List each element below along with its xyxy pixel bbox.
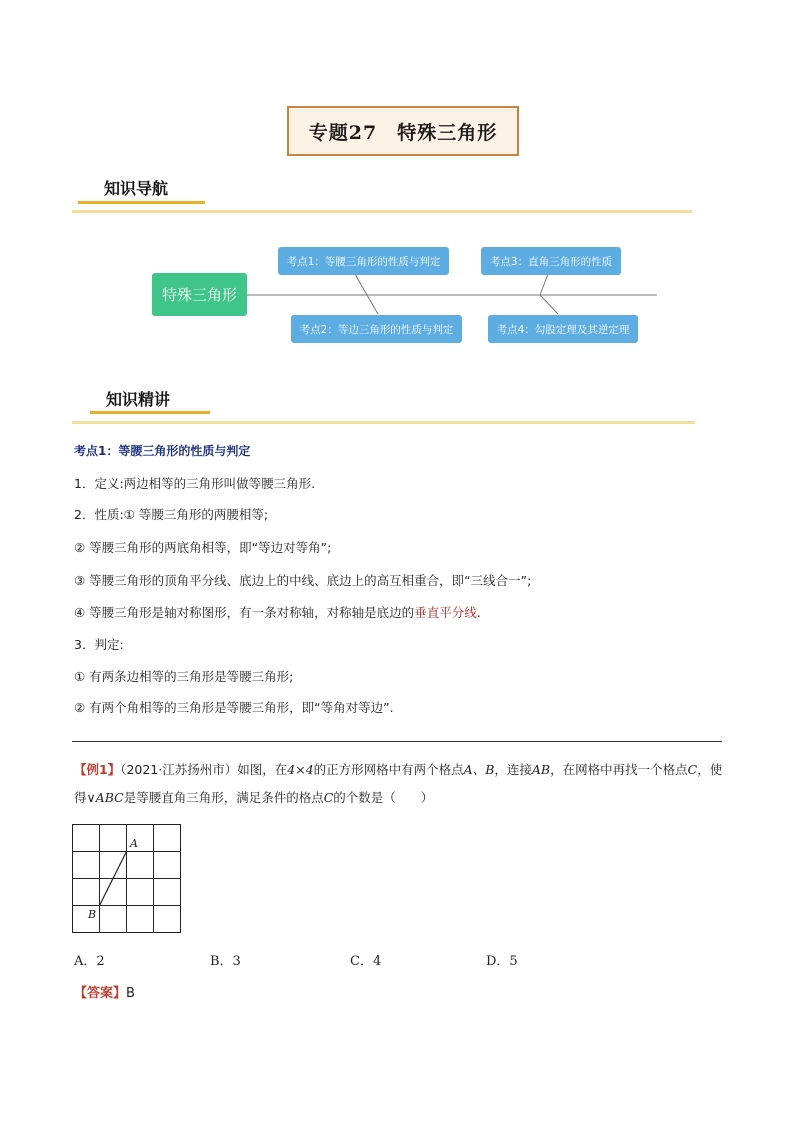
option-d[interactable]: D．5 <box>486 954 518 969</box>
section-lecture-underline <box>90 411 210 414</box>
point-b-label: B <box>88 908 97 921</box>
example1-text: 是等腰直角三角形，满足条件的格点 <box>123 790 324 805</box>
point1-definition: 1．定义:两边相等的三角形叫做等腰三角形. <box>74 476 316 491</box>
example1-point-c: C <box>323 790 334 805</box>
page-title: 专题27 特殊三角形 <box>287 106 519 156</box>
example1-text: 的个数是（ ） <box>333 790 434 805</box>
point1-judgement-head: 3．判定: <box>74 637 124 652</box>
section-lecture-divider <box>72 421 695 424</box>
mindmap-node-point3: 考点3：直角三角形的性质 <box>481 247 621 275</box>
example1-grid-size: 4×4 <box>287 762 314 777</box>
mindmap-connectors <box>0 0 794 360</box>
example1-text: ，连接 <box>494 762 532 777</box>
mindmap-node-point2: 考点2：等边三角形的性质与判定 <box>291 315 462 343</box>
mindmap-node-point4: 考点4：勾股定理及其逆定理 <box>488 315 638 343</box>
answer-value: B <box>126 986 135 1001</box>
example1-segment: AB <box>531 762 551 777</box>
example1-points: A、B <box>463 762 495 777</box>
example1-question <box>74 756 724 812</box>
example1-text: ，在网格中再找一个格点 <box>550 762 688 777</box>
example1-text: 如图，在 <box>237 762 288 777</box>
grid-figure <box>72 824 182 934</box>
property-4-highlight: 垂直平分线 <box>414 605 477 620</box>
point1-property-2: ② 等腰三角形的两底角相等，即“等边对等角”; <box>74 540 332 555</box>
property-4-end: . <box>476 605 481 620</box>
example1-tag: 【例1】 <box>74 762 121 777</box>
point1-title: 考点1：等腰三角形的性质与判定 <box>74 444 251 458</box>
example1-text: 的正方形网格中有两个格点 <box>313 762 464 777</box>
example1-source: （2021·江苏扬州市） <box>120 762 238 777</box>
mindmap-root: 特殊三角形 <box>152 273 247 316</box>
point1-property-3: ③ 等腰三角形的顶角平分线、底边上的中线、底边上的高互相重合，即“三线合一”; <box>74 573 532 588</box>
point1-judgement-1: ① 有两条边相等的三角形是等腰三角形; <box>74 669 294 684</box>
answer <box>74 982 135 1001</box>
option-c[interactable]: C．4 <box>350 954 382 969</box>
point-a-label: A <box>130 837 138 850</box>
divider-line <box>72 741 722 742</box>
section-nav-title: 知识导航 <box>104 179 169 198</box>
option-a[interactable]: A．2 <box>74 954 105 969</box>
example1-text: ，使得 <box>74 762 723 805</box>
section-lecture-title: 知识精讲 <box>106 390 171 409</box>
mindmap-node-point1: 考点1：等腰三角形的性质与判定 <box>278 247 449 275</box>
option-b[interactable]: B．3 <box>210 954 241 969</box>
property-4-text: ④ 等腰三角形是轴对称图形，有一条对称轴，对称轴是底边的 <box>74 605 415 620</box>
point1-judgement-2: ② 有两个角相等的三角形是等腰三角形，即“等角对等边”. <box>74 700 394 715</box>
point1-property-4 <box>74 603 481 621</box>
example1-point-c: C <box>687 762 698 777</box>
example1-triangle: ∨ABC <box>86 790 124 805</box>
point1-property-1: 2．性质:① 等腰三角形的两腰相等; <box>74 507 269 522</box>
answer-tag: 【答案】 <box>74 986 127 1001</box>
